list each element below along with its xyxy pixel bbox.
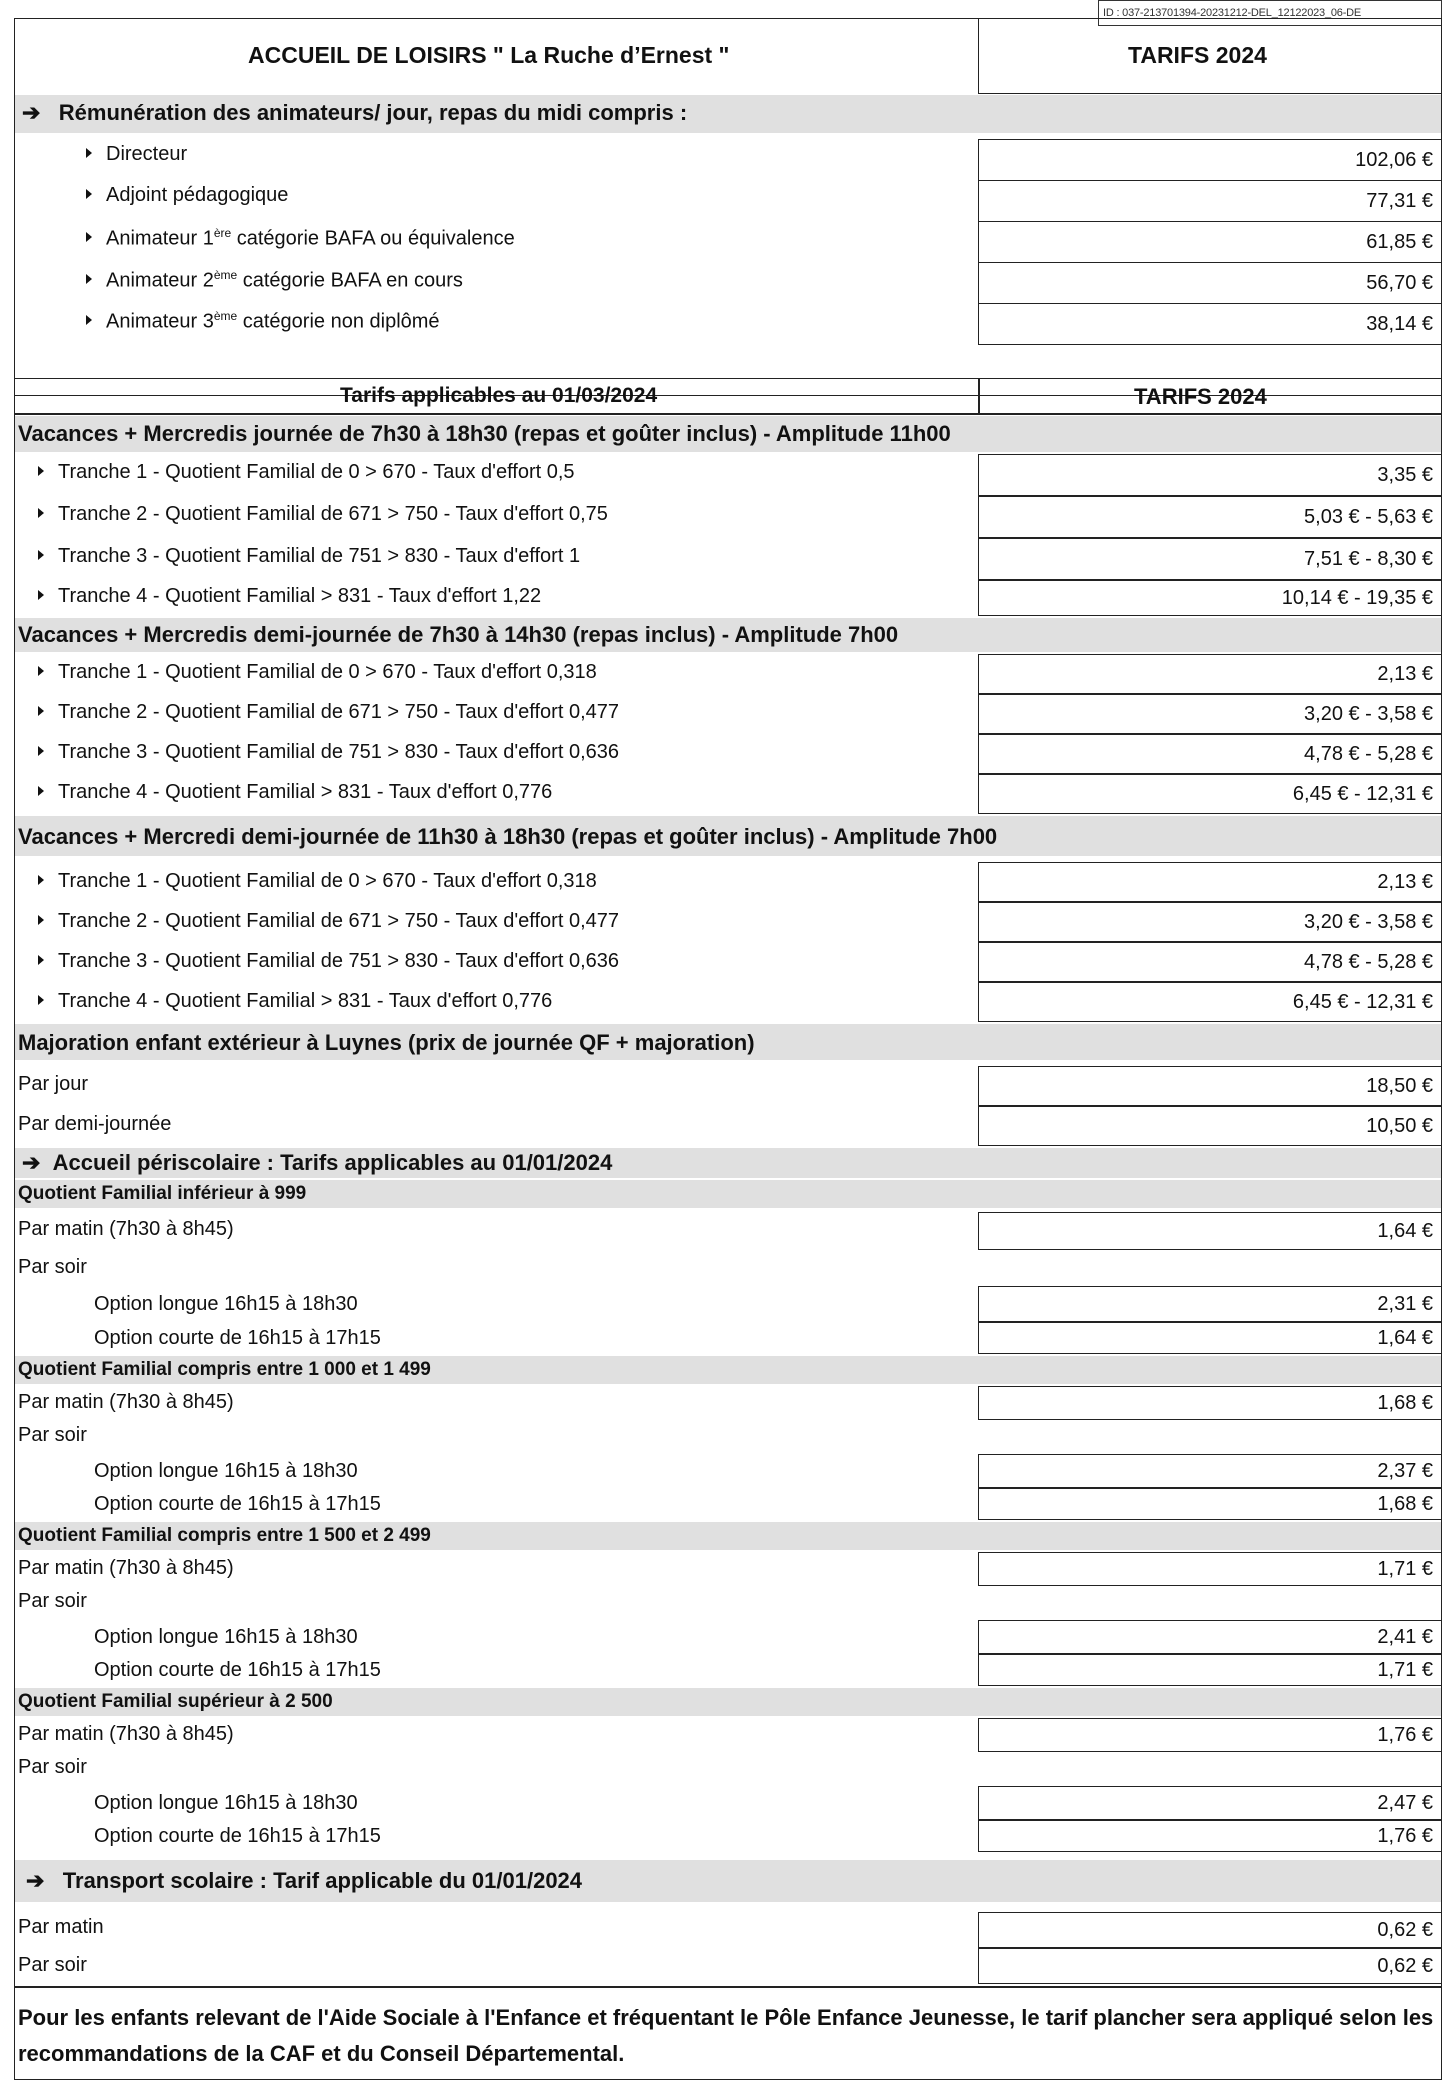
par-demi-label: Par demi-journée xyxy=(18,1113,172,1135)
option-longue-value: 2,47 € xyxy=(978,1786,1442,1820)
transport-title-text: Transport scolaire : Tarif applicable du 01/01/2024 xyxy=(62,1868,583,1893)
bullet-triangle-icon xyxy=(86,189,92,199)
remuneration-title xyxy=(22,100,687,126)
tranche-value: 4,78 € - 5,28 € xyxy=(978,942,1442,982)
tranche-value: 2,13 € xyxy=(978,654,1442,694)
qf-group-title: Quotient Familial compris entre 1 500 et 2 499 xyxy=(18,1525,431,1546)
tranche-value: 7,51 € - 8,30 € xyxy=(978,538,1442,580)
bullet-triangle-icon xyxy=(86,232,92,242)
option-courte-label: Option courte de 16h15 à 17h15 xyxy=(94,1327,381,1349)
option-longue-label: Option longue 16h15 à 18h30 xyxy=(94,1460,358,1482)
tranche-value: 6,45 € - 12,31 € xyxy=(978,774,1442,814)
tranche-value: 3,20 € - 3,58 € xyxy=(978,694,1442,734)
tranche-label: Tranche 4 - Quotient Familial > 831 - Taux d'effort 0,776 xyxy=(58,781,553,803)
section-title: Vacances + Mercredis demi-journée de 7h30 à 14h30 (repas inclus) - Amplitude 7h00 xyxy=(18,622,899,647)
remuneration-label-suffix: catégorie BAFA en cours xyxy=(237,269,463,292)
tranche-label: Tranche 2 - Quotient Familial de 671 > 750 - Taux d'effort 0,477 xyxy=(58,910,620,932)
tranche-label: Tranche 2 - Quotient Familial de 671 > 750 - Taux d'effort 0,75 xyxy=(58,503,608,525)
option-courte-value: 1,71 € xyxy=(978,1654,1442,1686)
superscript: ème xyxy=(213,309,238,323)
par-jour-value: 18,50 € xyxy=(978,1066,1442,1106)
tranche-value: 5,03 € - 5,63 € xyxy=(978,496,1442,538)
page-title: ACCUEIL DE LOISIRS " La Ruche d’Ernest " xyxy=(248,42,730,68)
remuneration-label: Animateur 2 xyxy=(106,269,214,292)
arrow-right-icon: ➔ xyxy=(22,1150,41,1175)
transport-soir-value: 0,62 € xyxy=(978,1948,1442,1984)
transport-matin-value: 0,62 € xyxy=(978,1912,1442,1948)
par-matin-label: Par matin (7h30 à 8h45) xyxy=(18,1557,234,1579)
tranche-value: 10,14 € - 19,35 € xyxy=(978,580,1442,616)
option-courte-label: Option courte de 16h15 à 17h15 xyxy=(94,1659,381,1681)
remuneration-label: Adjoint pédagogique xyxy=(106,184,289,206)
remuneration-label: Animateur 1 xyxy=(106,227,214,250)
par-jour-label: Par jour xyxy=(18,1073,89,1095)
superscript: ère xyxy=(213,226,232,240)
arrow-right-icon: ➔ xyxy=(22,100,41,125)
superscript: ème xyxy=(213,268,238,282)
tranche-value: 6,45 € - 12,31 € xyxy=(978,982,1442,1022)
tranche-label: Tranche 1 - Quotient Familial de 0 > 670 - Taux d'effort 0,318 xyxy=(58,661,597,683)
option-courte-value: 1,64 € xyxy=(978,1322,1442,1354)
remuneration-label-suffix: catégorie non diplômé xyxy=(237,310,440,333)
par-matin-value: 1,71 € xyxy=(978,1552,1442,1586)
tarifs-applicables-label: Tarifs applicables au 01/03/2024 xyxy=(340,384,658,407)
transport-matin-label: Par matin xyxy=(18,1916,104,1938)
tranche-label: Tranche 4 - Quotient Familial > 831 - Taux d'effort 0,776 xyxy=(58,990,553,1012)
par-matin-label: Par matin (7h30 à 8h45) xyxy=(18,1723,234,1745)
bullet-triangle-icon xyxy=(86,148,92,158)
bullet-triangle-icon xyxy=(86,315,92,325)
document-id-stamp: ID : 037-213701394-20231212-DEL_12122023_06-DE xyxy=(1098,0,1442,26)
periscolaire-title-text: Accueil périscolaire : Tarifs applicables au 01/01/2024 xyxy=(52,1150,613,1175)
par-matin-value: 1,68 € xyxy=(978,1386,1442,1420)
remuneration-item xyxy=(86,184,288,207)
remuneration-item xyxy=(86,143,187,166)
tranche-label: Tranche 3 - Quotient Familial de 751 > 830 - Taux d'effort 0,636 xyxy=(58,741,620,763)
remuneration-value: 38,14 € xyxy=(978,303,1442,345)
majoration-title: Majoration enfant extérieur à Luynes (prix de journée QF + majoration) xyxy=(18,1030,755,1055)
par-soir-label: Par soir xyxy=(18,1590,87,1612)
remuneration-item xyxy=(86,268,463,293)
option-longue-label: Option longue 16h15 à 18h30 xyxy=(94,1626,358,1648)
par-matin-label: Par matin (7h30 à 8h45) xyxy=(18,1391,234,1413)
remuneration-value: 61,85 € xyxy=(978,221,1442,263)
remuneration-label: Directeur xyxy=(106,143,188,165)
tranche-label: Tranche 3 - Quotient Familial de 751 > 830 - Taux d'effort 0,636 xyxy=(58,950,620,972)
tranche-label: Tranche 3 - Quotient Familial de 751 > 830 - Taux d'effort 1 xyxy=(58,545,581,567)
tranche-label: Tranche 4 - Quotient Familial > 831 - Taux d'effort 1,22 xyxy=(58,585,542,607)
remuneration-value: 102,06 € xyxy=(978,139,1442,181)
option-courte-label: Option courte de 16h15 à 17h15 xyxy=(94,1493,381,1515)
remuneration-value: 56,70 € xyxy=(978,262,1442,304)
tranche-value: 3,20 € - 3,58 € xyxy=(978,902,1442,942)
remuneration-item xyxy=(86,309,440,334)
par-demi-value: 10,50 € xyxy=(978,1106,1442,1146)
par-soir-label: Par soir xyxy=(18,1256,87,1278)
par-matin-value: 1,76 € xyxy=(978,1718,1442,1752)
option-longue-label: Option longue 16h15 à 18h30 xyxy=(94,1293,358,1315)
remuneration-item xyxy=(86,226,515,251)
tranche-label: Tranche 1 - Quotient Familial de 0 > 670 - Taux d'effort 0,318 xyxy=(58,870,597,892)
par-soir-label: Par soir xyxy=(18,1424,87,1446)
option-courte-value: 1,76 € xyxy=(978,1820,1442,1852)
option-longue-value: 2,41 € xyxy=(978,1620,1442,1654)
option-longue-label: Option longue 16h15 à 18h30 xyxy=(94,1792,358,1814)
qf-group-title: Quotient Familial supérieur à 2 500 xyxy=(18,1691,333,1712)
arrow-right-icon: ➔ xyxy=(26,1868,45,1893)
tranche-label: Tranche 1 - Quotient Familial de 0 > 670 - Taux d'effort 0,5 xyxy=(58,461,575,483)
bullet-triangle-icon xyxy=(86,274,92,284)
tarifs-2024-label: TARIFS 2024 xyxy=(1134,384,1267,409)
tranche-value: 4,78 € - 5,28 € xyxy=(978,734,1442,774)
option-courte-value: 1,68 € xyxy=(978,1488,1442,1520)
qf-group-title: Quotient Familial compris entre 1 000 et 1 499 xyxy=(18,1359,431,1380)
table-body-frame xyxy=(14,414,1442,1988)
remuneration-value: 77,31 € xyxy=(978,180,1442,222)
remuneration-label: Animateur 3 xyxy=(106,310,214,333)
option-longue-value: 2,37 € xyxy=(978,1454,1442,1488)
qf-group-title: Quotient Familial inférieur à 999 xyxy=(18,1183,307,1204)
par-matin-label: Par matin (7h30 à 8h45) xyxy=(18,1218,234,1240)
tranche-value: 3,35 € xyxy=(978,454,1442,496)
remuneration-title-text: Rémunération des animateurs/ jour, repas du midi compris : xyxy=(58,100,688,125)
par-soir-label: Par soir xyxy=(18,1756,87,1778)
remuneration-label-suffix: catégorie BAFA ou équivalence xyxy=(231,227,515,250)
section-title: Vacances + Mercredis journée de 7h30 à 18h30 (repas et goûter inclus) - Amplitude 11h00 xyxy=(18,421,951,446)
par-matin-value: 1,64 € xyxy=(978,1212,1442,1250)
section-title: Vacances + Mercredi demi-journée de 11h30 à 18h30 (repas et goûter inclus) - Amplitude 7h00 xyxy=(18,824,998,849)
tranche-label: Tranche 2 - Quotient Familial de 671 > 750 - Taux d'effort 0,477 xyxy=(58,701,620,723)
option-longue-value: 2,31 € xyxy=(978,1286,1442,1322)
tarifs-heading: TARIFS 2024 xyxy=(1128,42,1267,68)
option-courte-label: Option courte de 16h15 à 17h15 xyxy=(94,1825,381,1847)
tranche-value: 2,13 € xyxy=(978,862,1442,902)
footer-note: Pour les enfants relevant de l'Aide Sociale à l'Enfance et fréquentant le Pôle Enfance Jeunesse, le tarif plancher sera appliqué selon les recommandations de la CAF et du Conseil Départemental. xyxy=(18,2005,1434,2066)
transport-soir-label: Par soir xyxy=(18,1954,87,1976)
